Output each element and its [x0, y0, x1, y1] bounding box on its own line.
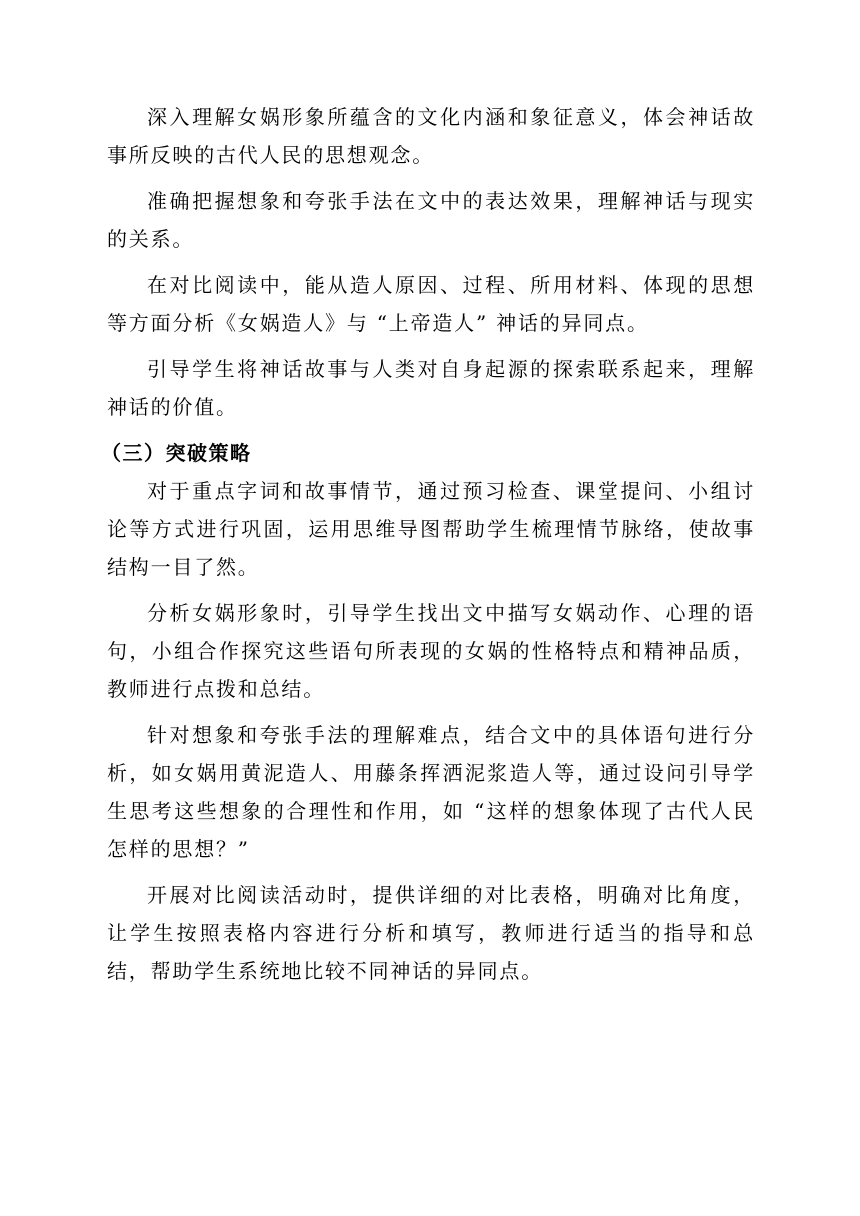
paragraph: 深入理解女娲形象所蕴含的文化内涵和象征意义，体会神话故事所反映的古代人民的思想观念。	[107, 105, 755, 167]
paragraph: 针对想象和夸张手法的理解难点，结合文中的具体语句进行分析，如女娲用黄泥造人、用藤条挥洒泥浆造人等，通过设问引导学生思考这些想象的合理性和作用，如 “这样的想象体现了古代人民怎样的思想？”	[107, 723, 755, 861]
paragraph: 在对比阅读中，能从造人原因、过程、所用材料、体现的思想等方面分析《女娲造人》与 “上帝造人” 神话的异同点。	[107, 273, 755, 335]
paragraph: 开展对比阅读活动时，提供详细的对比表格，明确对比角度，让学生按照表格内容进行分析和填写，教师进行适当的指导和总结，帮助学生系统地比较不同神话的异同点。	[107, 883, 755, 983]
paragraph: 准确把握想象和夸张手法在文中的表达效果，理解神话与现实的关系。	[107, 189, 755, 251]
paragraph: 对于重点字词和故事情节，通过预习检查、课堂提问、小组讨论等方式进行巩固，运用思维导图帮助学生梳理情节脉络，使故事结构一目了然。	[107, 479, 755, 579]
document-page	[101, 98, 755, 998]
paragraph: 分析女娲形象时，引导学生找出文中描写女娲动作、心理的语句，小组合作探究这些语句所表现的女娲的性格特点和精神品质，教师进行点拨和总结。	[107, 601, 755, 701]
section-heading: （三）突破策略	[101, 441, 252, 465]
paragraph: 引导学生将神话故事与人类对自身起源的探索联系起来，理解神话的价值。	[107, 357, 755, 419]
